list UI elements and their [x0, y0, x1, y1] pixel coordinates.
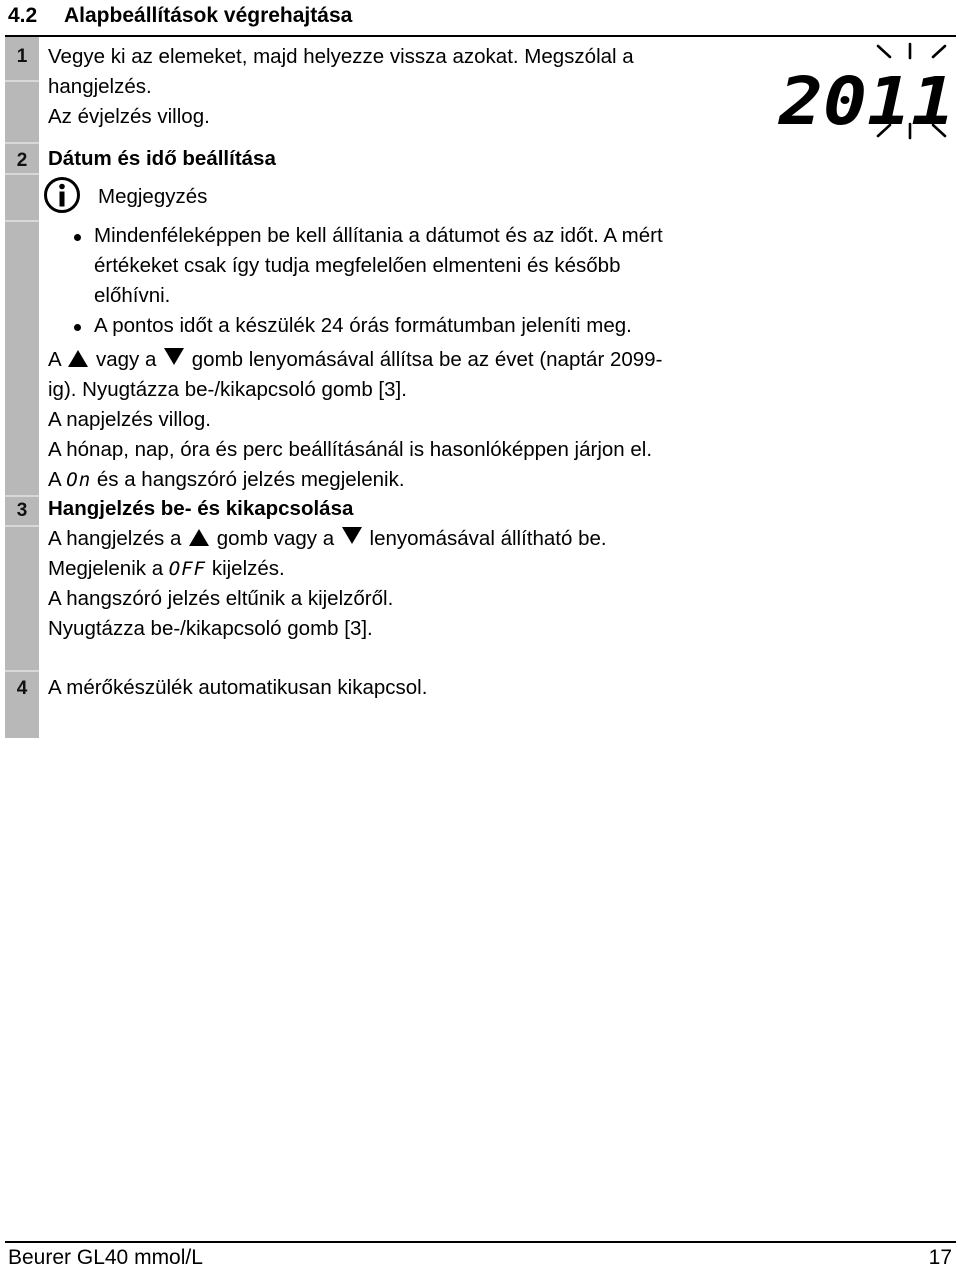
down-triangle-icon: [164, 348, 184, 365]
step-2-line: ig). Nyugtázza be-/kikapcsoló gomb [3].: [48, 378, 407, 401]
text: lenyomásával állítható be.: [369, 527, 607, 550]
note-bullet-line: előhívni.: [94, 284, 171, 307]
note-label: Megjegyzés: [98, 185, 208, 208]
step-number: 3: [16, 500, 28, 521]
step-3-title: Hangjelzés be- és kikapcsolása: [48, 497, 354, 520]
section-number: 4.2: [8, 4, 38, 27]
text: A: [48, 468, 61, 491]
text: kijelzés.: [211, 557, 285, 580]
text: gomb lenyomásával állítsa be az évet (naptár 2099-: [191, 348, 663, 371]
gutter-divider: [5, 142, 39, 144]
note-bullet-line: Mindenféleképpen be kell állítania a dátumot és az időt. A mért: [94, 224, 663, 247]
step-2-on-line: [48, 465, 405, 495]
step-2-year-line: [48, 345, 662, 375]
top-rule: [5, 35, 956, 37]
note-bullet-line: A pontos időt a készülék 24 órás formátumban jeleníti meg.: [94, 314, 632, 337]
note-bullet-line: értékeket csak így tudja megfelelően elmenteni és később: [94, 254, 621, 277]
text: és a hangszóró jelzés megjelenik.: [96, 468, 405, 491]
step-2-line: A napjelzés villog.: [48, 408, 211, 431]
gutter-divider: [5, 495, 39, 497]
lcd-year-value: 2011: [777, 63, 955, 140]
gutter-divider: [5, 80, 39, 82]
text: vagy a: [95, 348, 157, 371]
step-2-line: A hónap, nap, óra és perc beállításánál is hasonlóképpen járjon el.: [48, 438, 653, 461]
gutter-divider: [5, 525, 39, 527]
step-2-title: Dátum és idő beállítása: [48, 147, 276, 170]
gutter-divider: [5, 173, 39, 175]
step-4-line: A mérőkészülék automatikusan kikapcsol.: [48, 676, 428, 699]
section-heading: [8, 4, 352, 28]
step-1-line: Vegye ki az elemeket, majd helyezze vissza azokat. Megszólal a: [48, 45, 634, 68]
step-3-button-line: [48, 524, 607, 554]
lcd-year-display: [775, 38, 955, 144]
step-3-line: Nyugtázza be-/kikapcsoló gomb [3].: [48, 617, 373, 640]
info-icon: [43, 176, 81, 214]
page-number: 17: [928, 1246, 952, 1269]
step-number: 2: [16, 150, 28, 171]
step-3-line: A hangszóró jelzés eltűnik a kijelzőről.: [48, 587, 394, 610]
product-name: Beurer GL40 mmol/L: [8, 1246, 203, 1269]
bottom-rule: [5, 1241, 956, 1243]
step-1-line: Az évjelzés villog.: [48, 105, 210, 128]
text: A: [48, 348, 61, 371]
step-number: 1: [16, 46, 28, 67]
bullet-dot: [74, 324, 81, 331]
up-triangle-icon: [189, 529, 209, 546]
gutter-divider: [5, 220, 39, 222]
bullet-dot: [74, 234, 81, 241]
text: gomb vagy a: [216, 527, 335, 550]
step-3-off-line: [48, 554, 285, 584]
text: A hangjelzés a: [48, 527, 182, 550]
section-title: Alapbeállítások végrehajtása: [64, 4, 353, 27]
text: Megjelenik a: [48, 557, 164, 580]
gutter-divider: [5, 670, 39, 672]
lcd-on-symbol: On: [66, 469, 92, 491]
down-triangle-icon: [342, 527, 362, 544]
up-triangle-icon: [68, 350, 88, 367]
step-number: 4: [16, 678, 28, 699]
page-footer: [8, 1246, 952, 1270]
lcd-off-symbol: OFF: [168, 558, 207, 580]
step-1-line: hangjelzés.: [48, 75, 152, 98]
